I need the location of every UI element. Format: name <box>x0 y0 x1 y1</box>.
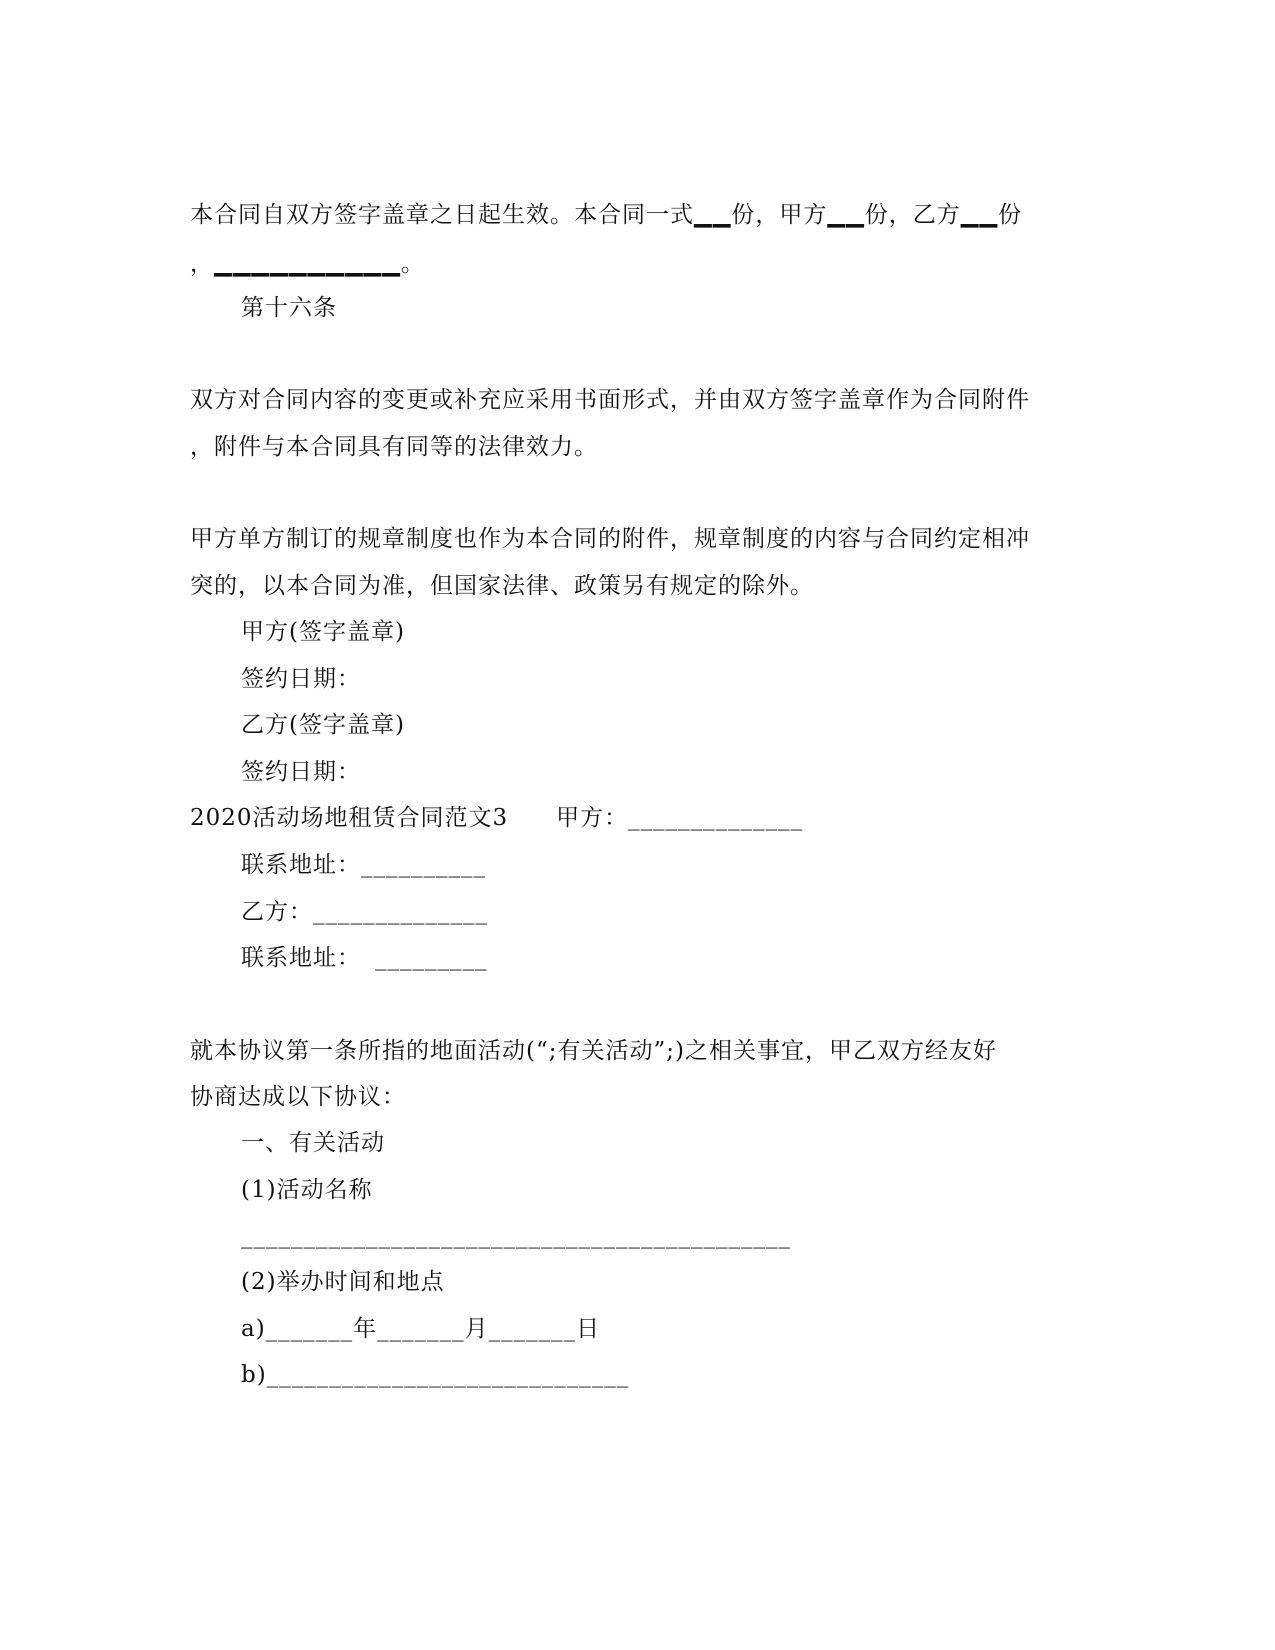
contract-3-title-line <box>190 803 803 833</box>
paragraph-regulations-line-1: 甲方单方制订的规章制度也作为本合同的附件，规章制度的内容与合同约定相冲 <box>190 526 1030 552</box>
paragraph-regulations-line-2: 突的，以本合同为准，但国家法律、政策另有规定的除外。 <box>190 573 814 599</box>
contract-3-party-a-address: 联系地址：__________ <box>241 852 486 878</box>
paragraph-amendment-line-1: 双方对合同内容的变更或补充应采用书面形式，并由双方签字盖章作为合同附件 <box>190 387 1030 413</box>
contract-3-party-b-field: 乙方：______________ <box>241 899 488 925</box>
article-16-heading: 第十六条 <box>241 295 337 321</box>
party-a-sign-date: 签约日期： <box>241 666 361 692</box>
activity-name-blank: ____________________________________________ <box>241 1223 791 1249</box>
date-blank-line: a)_______年_______月_______日 <box>241 1316 601 1342</box>
party-b-sign-date: 签约日期： <box>241 759 361 785</box>
place-blank-line: b)_____________________________ <box>241 1362 630 1388</box>
contract-3-party-a-field: 甲方：______________ <box>556 805 804 831</box>
paragraph-amendment-line-2: ，附件与本合同具有同等的法律效力。 <box>190 434 598 460</box>
party-b-address-blank: _________ <box>375 945 488 971</box>
contract-3-title: 2020活动场地租赁合同范文3 <box>190 805 509 831</box>
time-place-label: (2)举办时间和地点 <box>241 1269 445 1295</box>
agreement-intro-line-1: 就本协议第一条所指的地面活动(“;有关活动”;)之相关事宜，甲乙双方经友好 <box>190 1038 997 1064</box>
paragraph-effectiveness-line-2: ，▁▁▁▁▁▁▁▁▁▁。 <box>190 251 425 277</box>
activity-name-label: (1)活动名称 <box>241 1177 373 1203</box>
party-b-address-label: 联系地址： <box>241 945 361 971</box>
agreement-intro-line-2: 协商达成以下协议： <box>190 1084 406 1110</box>
section-1-heading: 一、有关活动 <box>241 1130 385 1156</box>
paragraph-effectiveness-line-1: 本合同自双方签字盖章之日起生效。本合同一式▁▁份，甲方▁▁份，乙方▁▁份 <box>190 202 1023 228</box>
party-b-signature: 乙方(签字盖章) <box>241 712 405 738</box>
contract-3-party-b-address <box>241 943 488 973</box>
party-a-signature: 甲方(签字盖章) <box>241 619 405 645</box>
